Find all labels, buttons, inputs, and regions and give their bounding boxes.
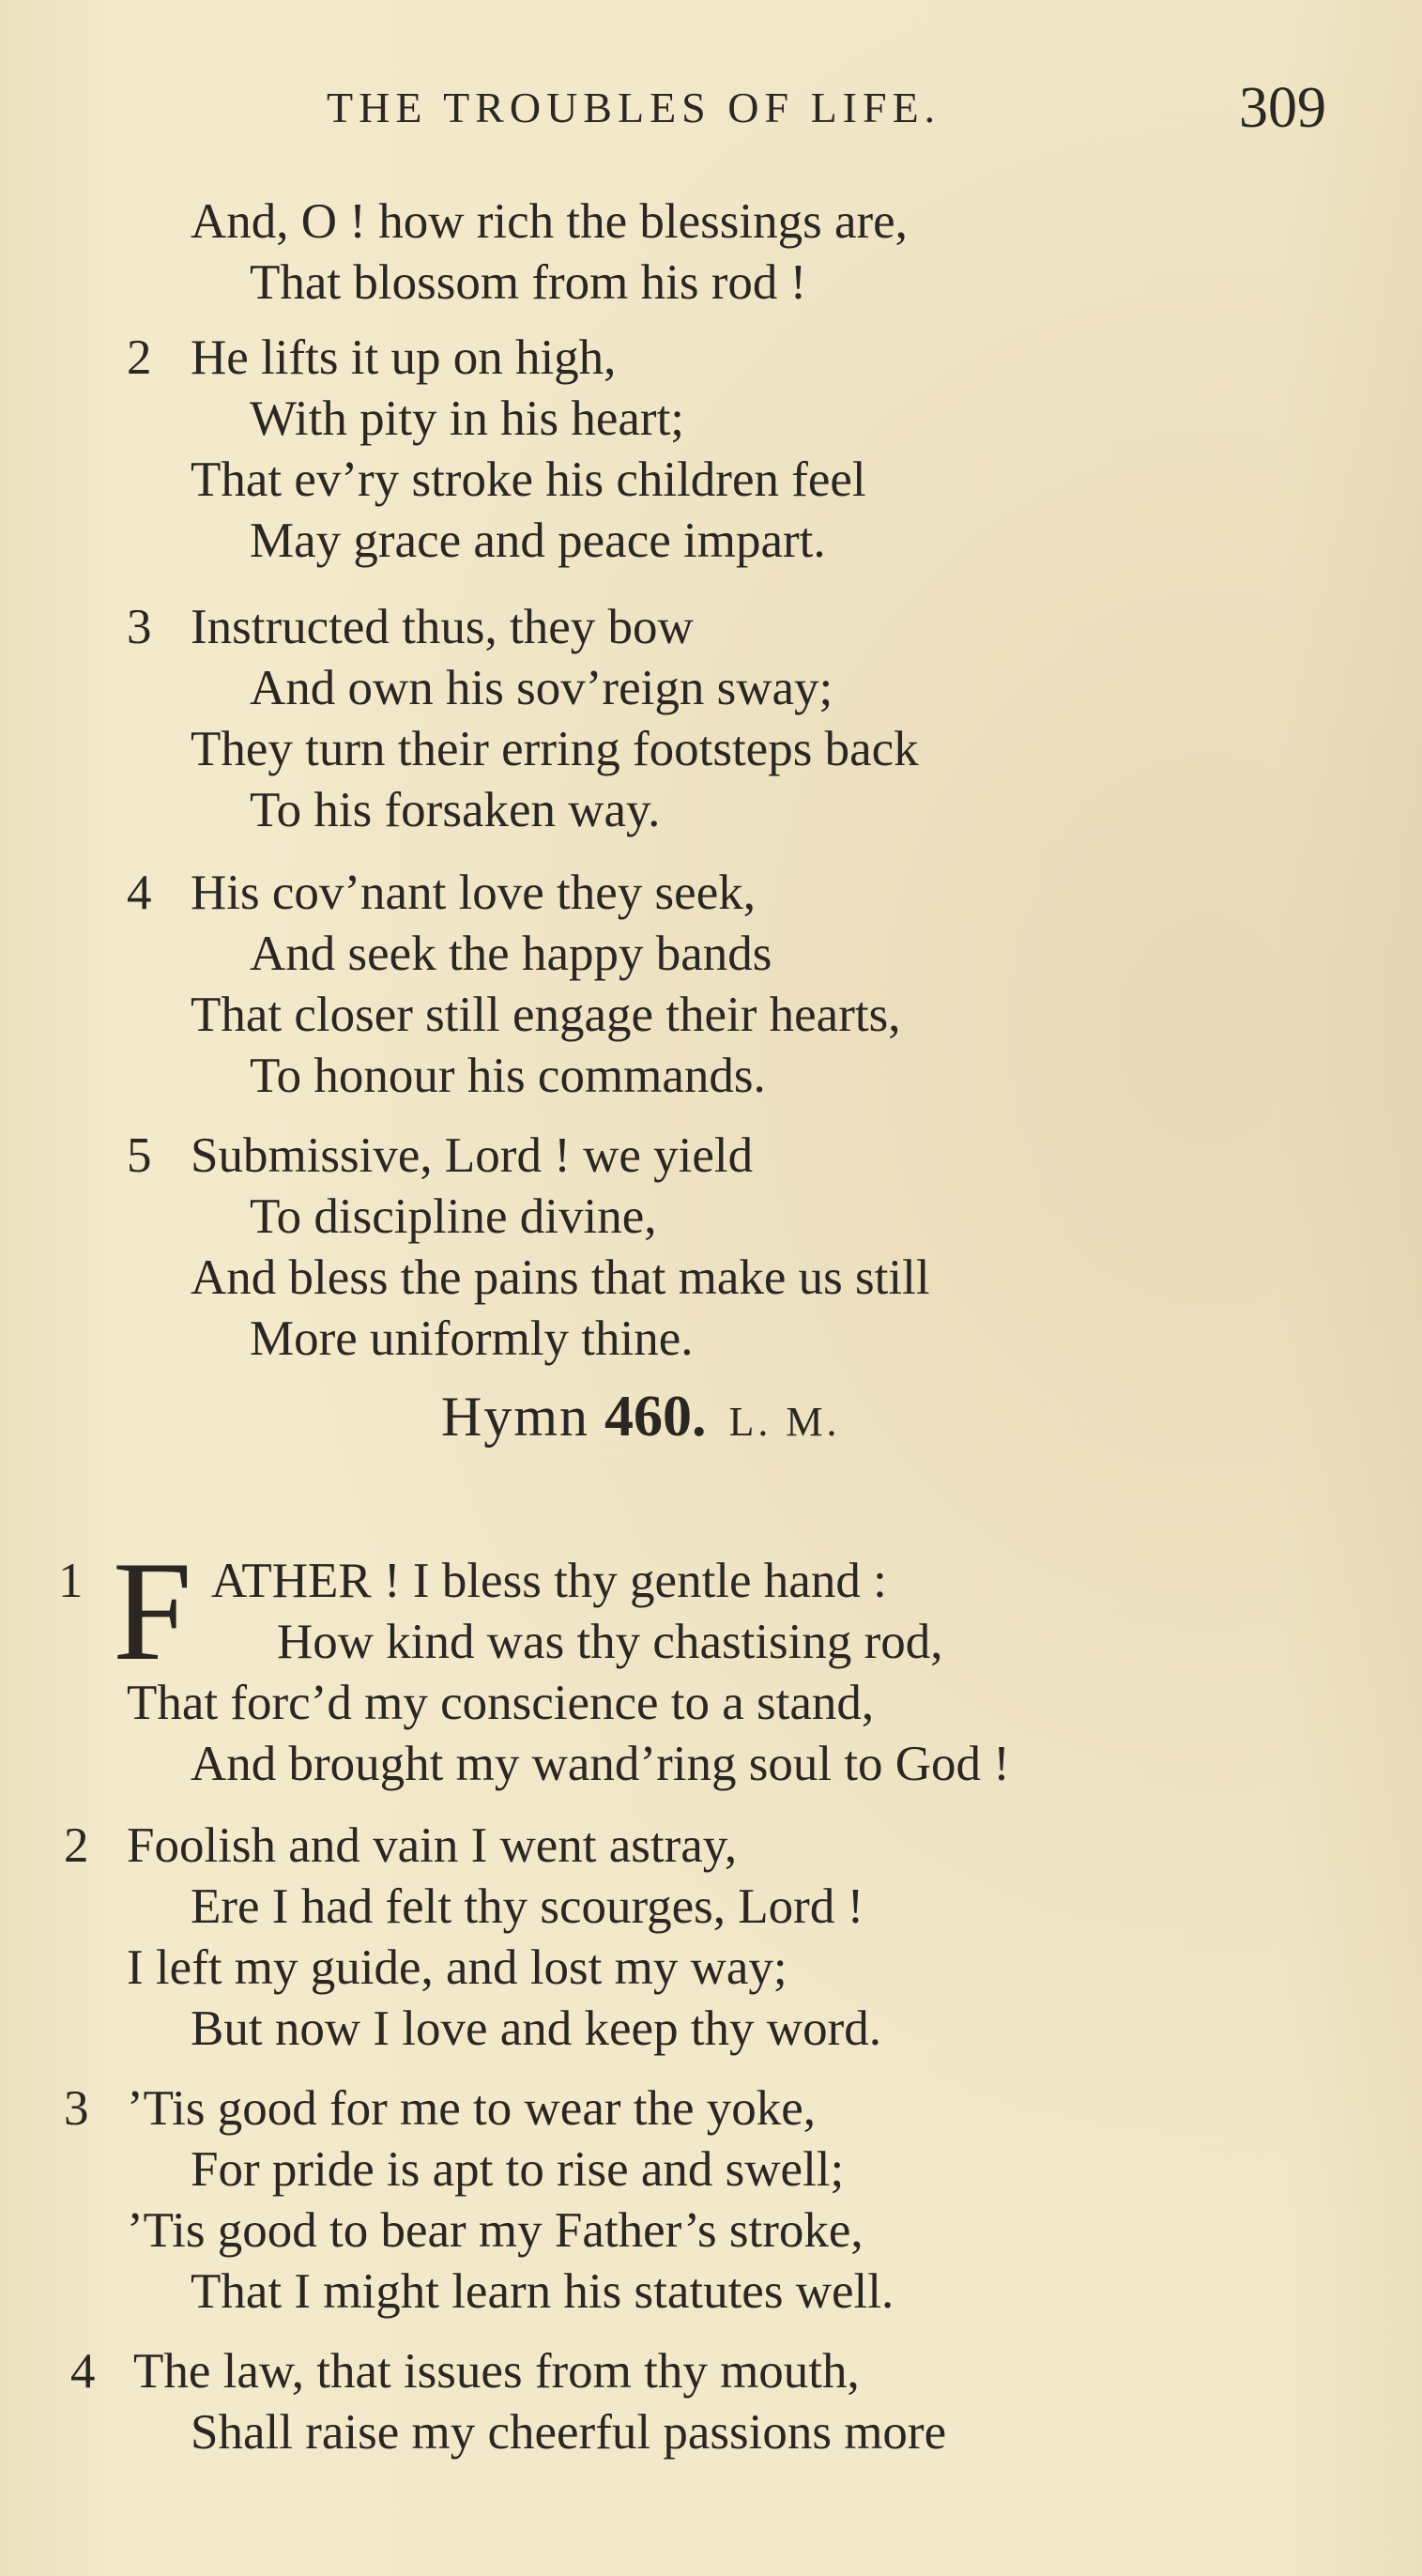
verse-line: And, O ! how rich the blessings are, bbox=[191, 194, 908, 249]
verse-line: He lifts it up on high, bbox=[191, 330, 617, 385]
verse-line: To discipline divine, bbox=[250, 1189, 657, 1244]
verse-line: To his forsaken way. bbox=[250, 783, 661, 837]
verse-line: They turn their erring footsteps back bbox=[191, 722, 919, 776]
verse-line: The law, that issues from thy mouth, bbox=[133, 2344, 860, 2399]
verse-line: But now I love and keep thy word. bbox=[191, 2001, 881, 2056]
verse-line: And bless the pains that make us still bbox=[191, 1250, 930, 1305]
verse-line: That ev’ry stroke his children feel bbox=[191, 452, 866, 507]
verse-line: Instructed thus, they bow bbox=[191, 600, 694, 654]
verse-line: Ere I had felt thy scourges, Lord ! bbox=[191, 1879, 864, 1934]
verse-line: Foolish and vain I went astray, bbox=[127, 1818, 738, 1873]
verse-line: May grace and peace impart. bbox=[250, 514, 826, 568]
hymn-number: 460. bbox=[604, 1385, 707, 1449]
verse-line: And seek the happy bands bbox=[250, 927, 772, 981]
verse-line: Submissive, Lord ! we yield bbox=[191, 1128, 754, 1183]
stanza-number: 4 bbox=[127, 866, 152, 920]
verse-line: How kind was thy chastising rod, bbox=[277, 1615, 943, 1669]
hymn-label: Hymn bbox=[441, 1386, 589, 1448]
verse-line: With pity in his heart; bbox=[250, 391, 685, 446]
stanza-number: 4 bbox=[70, 2344, 96, 2399]
hymn-heading bbox=[441, 1385, 841, 1449]
verse-line: That closer still engage their hearts, bbox=[191, 988, 901, 1042]
verse-line: And own his sov’reign sway; bbox=[250, 661, 833, 715]
verse-line: That blossom from his rod ! bbox=[250, 255, 807, 310]
verse-line: ’Tis good for me to wear the yoke, bbox=[127, 2081, 817, 2136]
verse-line: That I might learn his statutes well. bbox=[191, 2264, 894, 2319]
verse-line: More uniformly thine. bbox=[250, 1311, 694, 1366]
drop-cap: F bbox=[113, 1532, 192, 1690]
stanza-number: 3 bbox=[127, 600, 152, 654]
verse-line: ATHER ! I bless thy gentle hand : bbox=[211, 1554, 887, 1608]
verse-line: ’Tis good to bear my Father’s stroke, bbox=[127, 2203, 864, 2258]
verse-line: And brought my wand’ring soul to God ! bbox=[191, 1737, 1010, 1791]
verse-line: That forc’d my conscience to a stand, bbox=[127, 1676, 875, 1730]
page-number: 309 bbox=[1239, 76, 1326, 140]
stanza-number: 3 bbox=[64, 2081, 89, 2136]
stanza-number: 2 bbox=[64, 1818, 89, 1873]
verse-line: Shall raise my cheerful passions more bbox=[191, 2405, 947, 2460]
stanza-number: 5 bbox=[127, 1128, 152, 1183]
verse-line: To honour his commands. bbox=[250, 1049, 766, 1103]
verse-line: I left my guide, and lost my way; bbox=[127, 1940, 787, 1995]
stanza-number: 1 bbox=[58, 1554, 84, 1608]
running-title: THE TROUBLES OF LIFE. bbox=[327, 84, 941, 131]
hymn-meter: L. M. bbox=[728, 1399, 841, 1445]
stanza-number: 2 bbox=[127, 330, 152, 385]
verse-line: His cov’nant love they seek, bbox=[191, 866, 756, 920]
verse-line: For pride is apt to rise and swell; bbox=[191, 2142, 845, 2197]
